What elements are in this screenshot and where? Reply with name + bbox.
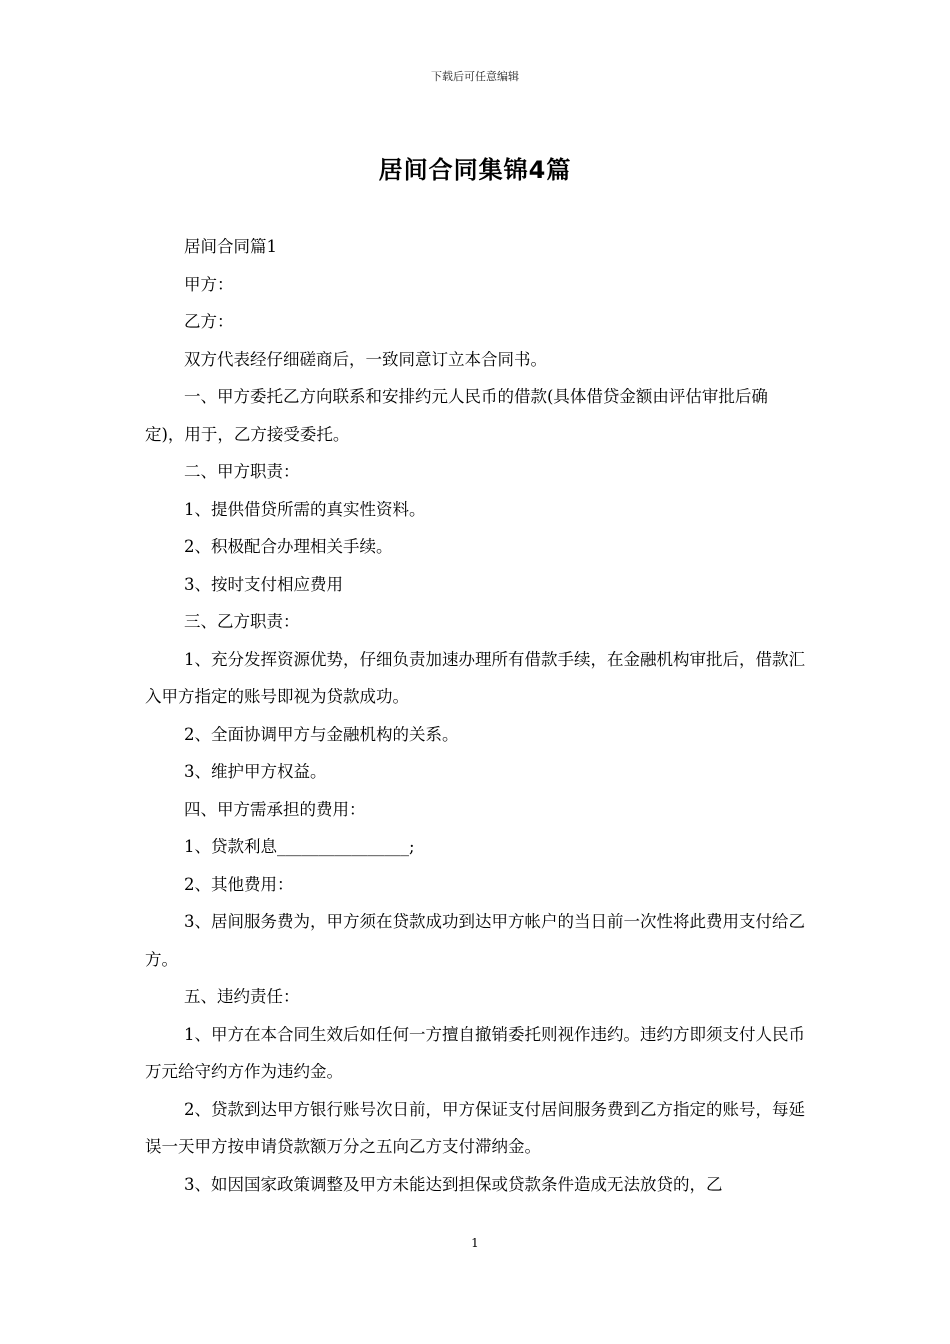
party-b-line: 乙方： (184, 312, 234, 331)
page-number: 1 (471, 1236, 479, 1250)
list-item: 1、充分发挥资源优势，仔细负责加速办理所有借款手续，在金融机构审批后，借款汇入甲方指定的账号即视为贷款成功。 (145, 649, 805, 706)
list-item: 3、如因国家政策调整及甲方未能达到担保或贷款条件造成无法放贷的，乙 (184, 1174, 723, 1194)
party-a-line: 甲方： (184, 274, 234, 294)
list-item: 2、积极配合办理相关手续。 (184, 537, 393, 556)
document-body (145, 228, 807, 1203)
paragraph: 一、甲方委托乙方向联系和安排约元人民币的借款(具体借贷金额由评估审批后确定)，用于，乙方接受委托。 (145, 387, 768, 444)
list-item: 1、甲方在本合同生效后如任何一方擅自撤销委托则视作违约。违约方即须支付人民币万元给守约方作为违约金。 (145, 1024, 805, 1081)
list-item: 2、全面协调甲方与金融机构的关系。 (184, 724, 459, 744)
section-heading: 居间合同篇1 (184, 237, 277, 256)
list-item: 1、贷款利息________________; (184, 837, 415, 856)
clause-heading: 二、甲方职责： (184, 462, 300, 481)
paragraph: 双方代表经仔细磋商后，一致同意订立本合同书。 (184, 349, 547, 369)
list-item: 2、贷款到达甲方银行账号次日前，甲方保证支付居间服务费到乙方指定的账号，每延误一天甲方按申请贷款额万分之五向乙方支付滞纳金。 (145, 1099, 805, 1156)
list-item: 3、按时支付相应费用 (184, 574, 343, 594)
document-title: 居间合同集锦4篇 (378, 156, 572, 184)
header-note: 下载后可任意编辑 (431, 70, 519, 83)
clause-heading: 三、乙方职责： (184, 612, 300, 631)
list-item: 3、居间服务费为，甲方须在贷款成功到达甲方帐户的当日前一次性将此费用支付给乙方。 (145, 912, 805, 969)
clause-heading: 五、违约责任： (184, 987, 300, 1006)
list-item: 1、提供借贷所需的真实性资料。 (184, 499, 426, 519)
list-item: 2、其他费用： (184, 874, 294, 894)
list-item: 3、维护甲方权益。 (184, 762, 327, 781)
clause-heading: 四、甲方需承担的费用： (184, 799, 366, 819)
